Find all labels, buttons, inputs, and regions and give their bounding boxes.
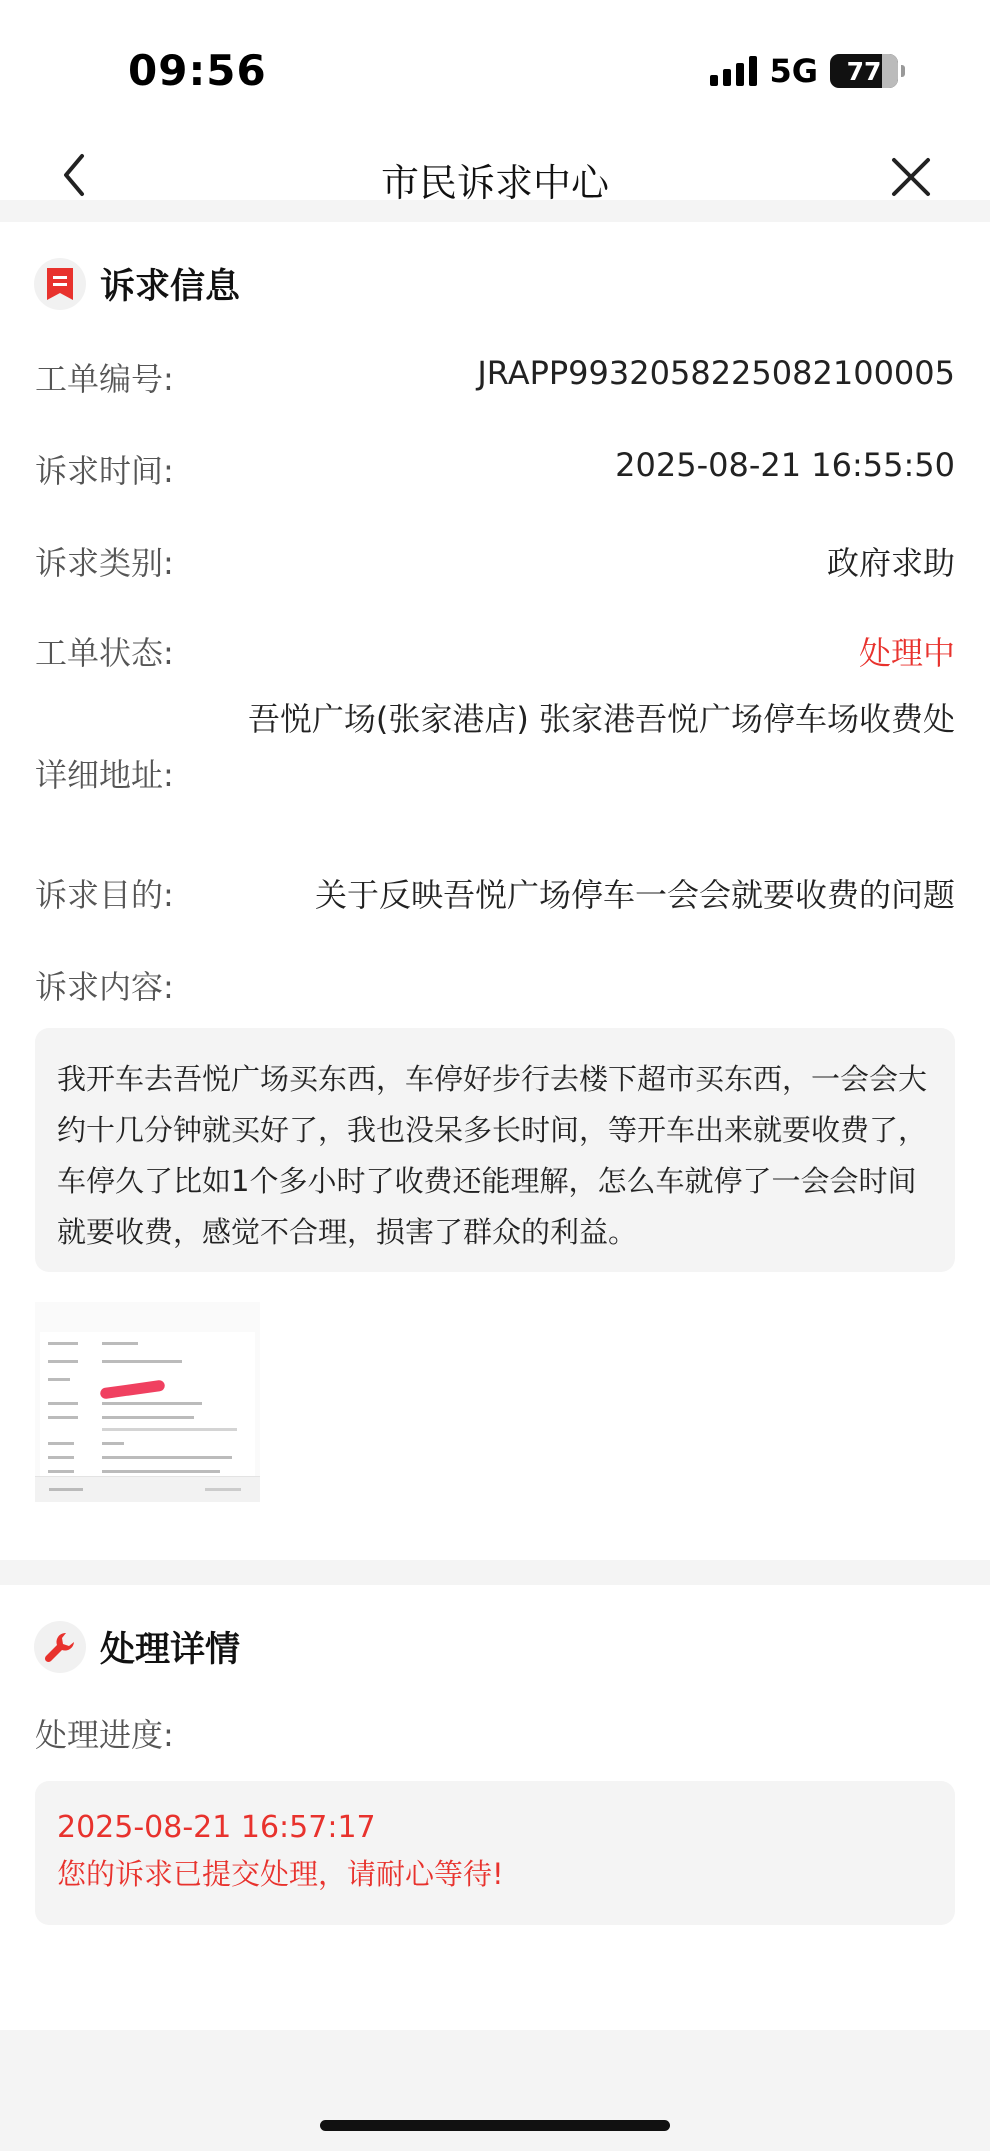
processing-title: 处理详情 [100, 1630, 241, 1670]
thumbnail-footer [35, 1476, 260, 1502]
appeal-info-title: 诉求信息 [100, 267, 241, 307]
address-value: 吾悦广场(张家港店) 张家港吾悦广场停车场收费处 [247, 700, 955, 738]
field-label: 工单编号: [35, 360, 174, 398]
close-icon [888, 154, 934, 200]
status-badge: 处理中 [858, 634, 955, 672]
status-indicators [710, 52, 898, 90]
wrench-icon [34, 1621, 86, 1673]
ticket-number-value: JRAPP9932058225082100005 [477, 354, 955, 392]
content-label: 诉求内容: [35, 968, 174, 1006]
document-icon [34, 258, 86, 310]
field-label: 工单状态: [35, 634, 174, 672]
status-bar [0, 0, 990, 140]
thumbnail-preview [40, 1332, 255, 1482]
field-label: 详细地址: [35, 756, 174, 794]
battery-icon [830, 54, 898, 88]
redaction-mark [100, 1380, 166, 1400]
processing-card [0, 1585, 990, 2030]
category-value: 政府求助 [826, 544, 955, 582]
appeal-time-value: 2025-08-21 16:55:50 [615, 446, 955, 484]
network-type: 5G [769, 52, 818, 90]
progress-entry [35, 1781, 955, 1925]
home-indicator[interactable] [320, 2120, 670, 2131]
battery-level: 77 [846, 56, 882, 86]
field-label: 诉求目的: [35, 876, 174, 914]
page-title: 市民诉求中心 [380, 161, 609, 205]
field-label: 诉求类别: [35, 544, 174, 582]
signal-icon [710, 56, 757, 86]
attachment-thumbnail[interactable] [35, 1302, 260, 1502]
progress-time: 2025-08-21 16:57:17 [57, 1810, 376, 1845]
close-button[interactable] [888, 154, 934, 200]
appeal-info-header [34, 258, 240, 310]
field-label: 诉求时间: [35, 452, 174, 490]
processing-header [34, 1621, 240, 1673]
purpose-value: 关于反映吾悦广场停车一会会就要收费的问题 [314, 876, 955, 914]
appeal-content: 我开车去吾悦广场买东西，车停好步行去楼下超市买东西，一会会大约十几分钟就买好了，我也没呆多长时间，等开车出来就要收费了，车停久了比如1个多小时了收费还能理解，怎么车就停了一会会时间就要收费，感觉不合理，损害了群众的利益。 [35, 1028, 955, 1272]
progress-message: 您的诉求已提交处理，请耐心等待! [57, 1857, 504, 1891]
appeal-info-card [0, 222, 990, 1560]
status-time: 09:56 [128, 46, 267, 95]
nav-bar [0, 140, 990, 205]
progress-label: 处理进度: [35, 1716, 174, 1754]
